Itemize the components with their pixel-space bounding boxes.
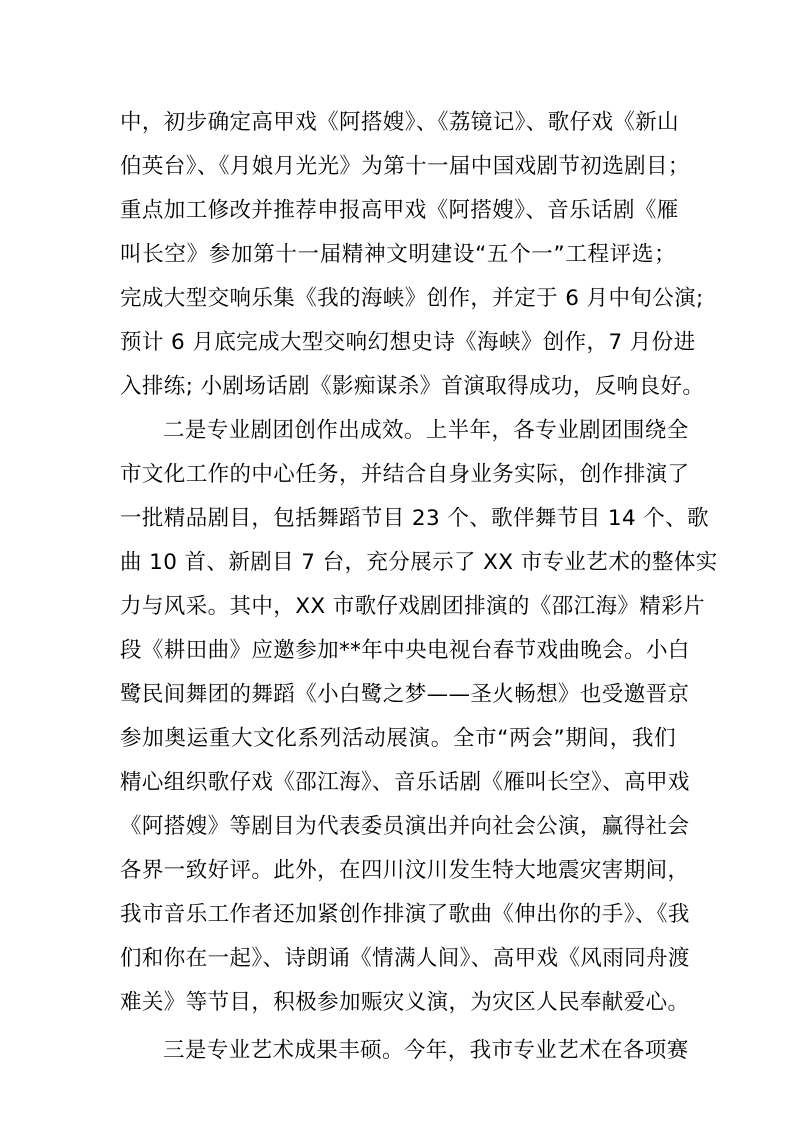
text-line: 鹭民间舞团的舞蹈《小白鹭之梦——圣火畅想》也受邀晋京 <box>120 682 690 707</box>
text-line: 我市音乐工作者还加紧创作排演了歌曲《伸出你的手》、《我 <box>120 902 690 927</box>
text-line: 入排练; 小剧场话剧《影痴谋杀》首演取得成功，反响良好。 <box>120 374 705 399</box>
text-line: 预计 6 月底完成大型交响幻想史诗《海峡》创作，7 月份进 <box>120 330 696 355</box>
text-line: 精心组织歌仔戏《邵江海》、音乐话剧《雁叫长空》、高甲戏 <box>120 770 690 795</box>
text-line: 中，初步确定高甲戏《阿搭嫂》、《荔镜记》、歌仔戏《新山 <box>120 110 680 135</box>
text-line: 《阿搭嫂》等剧目为代表委员演出并向社会公演，赢得社会 <box>120 814 690 839</box>
text-line: 一批精品剧目，包括舞蹈节目 23 个、歌伴舞节目 14 个、歌 <box>120 506 709 531</box>
text-line: 段《耕田曲》应邀参加**年中央电视台春节戏曲晚会。小白 <box>120 638 690 663</box>
text-line: 参加奥运重大文化系列活动展演。全市“两会”期间，我们 <box>120 726 676 751</box>
text-line: 市文化工作的中心任务，并结合自身业务实际，创作排演了 <box>120 462 690 487</box>
text-line: 伯英台》、《月娘月光光》为第十一届中国戏剧节初选剧目； <box>120 154 690 179</box>
text-line: 完成大型交响乐集《我的海峡》创作，并定于 6 月中旬公演; <box>120 286 704 311</box>
paragraph-first-line: 二是专业剧团创作出成效。上半年，各专业剧团围绕全 <box>163 418 689 443</box>
text-line: 各界一致好评。此外，在四川汶川发生特大地震灾害期间， <box>120 858 690 883</box>
text-line: 曲 10 首、新剧目 7 台，充分展示了 XX 市专业艺术的整体实 <box>120 550 718 575</box>
text-line: 难关》等节目，积极参加赈灾义演，为灾区人民奉献爱心。 <box>120 990 690 1015</box>
paragraph-first-line: 三是专业艺术成果丰硕。今年，我市专业艺术在各项赛 <box>163 1038 689 1063</box>
text-line: 力与风采。其中，XX 市歌仔戏剧团排演的《邵江海》精彩片 <box>120 594 705 619</box>
text-line: 重点加工修改并推荐申报高甲戏《阿搭嫂》、音乐话剧《雁 <box>120 198 679 223</box>
text-line: 们和你在一起》、诗朗诵《情满人间》、高甲戏《风雨同舟渡 <box>120 946 690 971</box>
text-line: 叫长空》参加第十一届精神文明建设“五个一”工程评选； <box>120 242 676 267</box>
